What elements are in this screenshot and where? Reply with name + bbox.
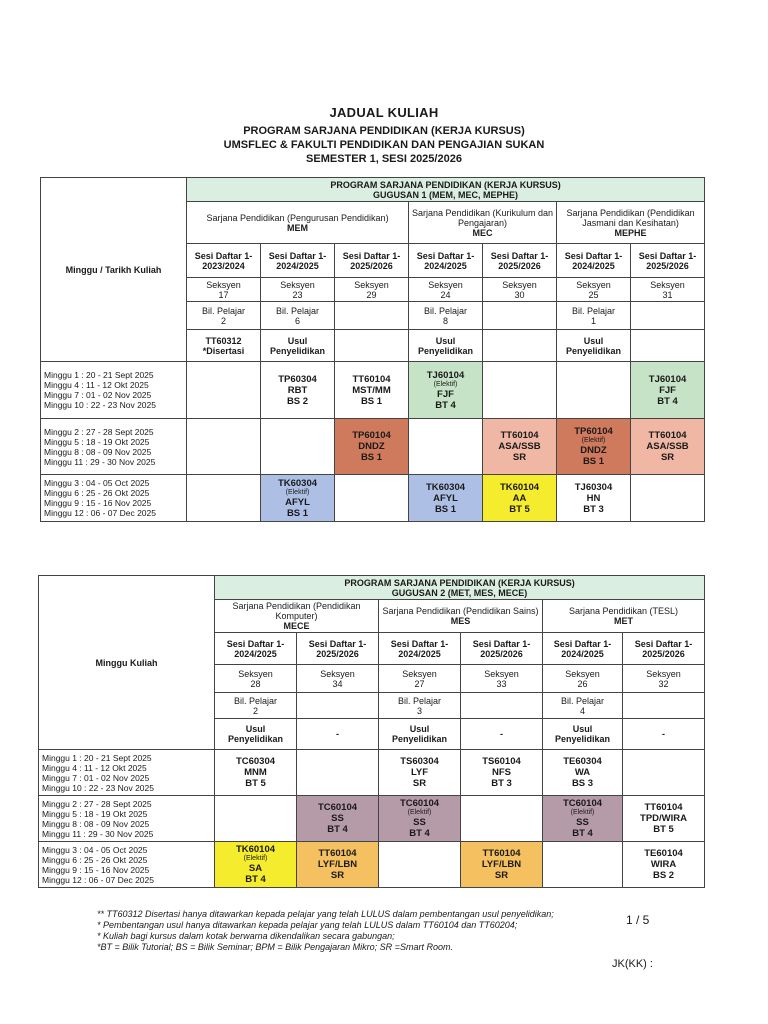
course-cell: TC60104 (Elektif) SS BT 4 xyxy=(379,796,461,842)
timetable-gugusan-1 xyxy=(40,177,705,522)
bil-cell: Bil. Pelajar 8 xyxy=(409,302,483,330)
sesi-cell: Sesi Daftar 1- 2024/2025 xyxy=(261,244,335,278)
course-row-cell: Usul Penyelidikan xyxy=(543,719,623,750)
sesi-cell: Sesi Daftar 1- 2024/2025 xyxy=(379,633,461,665)
course-cell: TT60104 ASA/SSB SR xyxy=(631,419,705,475)
week-dates: Minggu 3 : 04 - 05 Oct 2025 Minggu 6 : 25 - 26 Okt 2025 Minggu 9 : 15 - 16 Nov 2025 Minggu 12 : 06 - 07 Dec 2025 xyxy=(39,842,215,888)
sesi-cell: Sesi Daftar 1- 2025/2026 xyxy=(631,244,705,278)
schedule-cell xyxy=(461,796,543,842)
program-mece: Sarjana Pendidikan (Pendidikan Komputer) MECE xyxy=(215,600,379,633)
bil-cell xyxy=(623,693,705,719)
week-dates: Minggu 3 : 04 - 05 Oct 2025 Minggu 6 : 25 - 26 Okt 2025 Minggu 9 : 15 - 16 Nov 2025 Minggu 12 : 06 - 07 Dec 2025 xyxy=(41,475,187,522)
seksyen-cell: Seksyen 28 xyxy=(215,665,297,693)
seksyen-cell: Seksyen 32 xyxy=(623,665,705,693)
seksyen-cell: Seksyen 26 xyxy=(543,665,623,693)
course-cell: TE60104 WIRA BS 2 xyxy=(623,842,705,888)
course-cell: TK60104 AA BT 5 xyxy=(483,475,557,522)
program-header: PROGRAM SARJANA PENDIDIKAN (KERJA KURSUS) GUGUSAN 1 (MEM, MEC, MEPHE) xyxy=(187,178,705,202)
course-cell: TE60304 WA BS 3 xyxy=(543,750,623,796)
bil-cell: Bil. Pelajar 6 xyxy=(261,302,335,330)
schedule-cell xyxy=(187,362,261,419)
program-mephe: Sarjana Pendidikan (Pendidikan Jasmani dan Kesihatan) MEPHE xyxy=(557,202,705,244)
seksyen-cell: Seksyen 33 xyxy=(461,665,543,693)
week-dates: Minggu 2 : 27 - 28 Sept 2025 Minggu 5 : 18 - 19 Okt 2025 Minggu 8 : 08 - 09 Nov 2025 Minggu 11 : 29 - 30 Nov 2025 xyxy=(39,796,215,842)
course-row-cell xyxy=(631,330,705,362)
week-dates: Minggu 2 : 27 - 28 Sept 2025 Minggu 5 : 18 - 19 Okt 2025 Minggu 8 : 08 - 09 Nov 2025 Minggu 11 : 29 - 30 Nov 2025 xyxy=(41,419,187,475)
course-row-cell: Usul Penyelidikan xyxy=(557,330,631,362)
course-cell: TK60304 AFYL BS 1 xyxy=(409,475,483,522)
sesi-cell: Sesi Daftar 1- 2024/2025 xyxy=(557,244,631,278)
bil-cell xyxy=(461,693,543,719)
schedule-cell xyxy=(623,750,705,796)
program-mes: Sarjana Pendidikan (Pendidikan Sains) MES xyxy=(379,600,543,633)
course-cell: TT60104 LYF/LBN SR xyxy=(297,842,379,888)
sesi-cell: Sesi Daftar 1-2025/2026 xyxy=(623,633,705,665)
course-cell: TJ60104 FJF BT 4 xyxy=(631,362,705,419)
program-header: PROGRAM SARJANA PENDIDIKAN (KERJA KURSUS) GUGUSAN 2 (MET, MES, MECE) xyxy=(215,576,705,600)
seksyen-cell: Seksyen 30 xyxy=(483,278,557,302)
schedule-cell xyxy=(215,796,297,842)
footnote: * Pembentangan usul hanya ditawarkan kepada pelajar yang telah LULUS dalam TT60104 dan TT60204; xyxy=(97,920,518,930)
seksyen-cell: Seksyen 34 xyxy=(297,665,379,693)
footnote: * Kuliah bagi kursus dalam kotak berwarna dikendalikan secara gabungan; xyxy=(97,931,395,941)
footer-mark: JK(KK) : xyxy=(612,958,653,970)
seksyen-cell: Seksyen 17 xyxy=(187,278,261,302)
course-row-cell: - xyxy=(297,719,379,750)
course-row-cell: Usul Penyelidikan xyxy=(261,330,335,362)
course-cell: TT60104 TPD/WIRA BT 5 xyxy=(623,796,705,842)
bil-cell xyxy=(297,693,379,719)
schedule-cell xyxy=(187,419,261,475)
course-cell: TT60104 ASA/SSB SR xyxy=(483,419,557,475)
bil-cell xyxy=(335,302,409,330)
sesi-cell: Sesi Daftar 1-2025/2026 xyxy=(461,633,543,665)
week-dates: Minggu 1 : 20 - 21 Sept 2025 Minggu 4 : 11 - 12 Okt 2025 Minggu 7 : 01 - 02 Nov 2025 Minggu 10 : 22 - 23 Nov 2025 xyxy=(39,750,215,796)
course-cell: TK60104 (Elektif) SA BT 4 xyxy=(215,842,297,888)
footnote: ** TT60312 Disertasi hanya ditawarkan kepada pelajar yang telah LULUS dalam pembentangan usul penyelidikan; xyxy=(97,909,554,919)
sesi-cell: Sesi Daftar 1-2025/2026 xyxy=(297,633,379,665)
seksyen-cell: Seksyen 27 xyxy=(379,665,461,693)
bil-cell: Bil. Pelajar 1 xyxy=(557,302,631,330)
seksyen-cell: Seksyen 25 xyxy=(557,278,631,302)
seksyen-cell: Seksyen 29 xyxy=(335,278,409,302)
schedule-cell xyxy=(409,419,483,475)
seksyen-cell: Seksyen 23 xyxy=(261,278,335,302)
course-cell: TS60104 NFS BT 3 xyxy=(461,750,543,796)
header-line-1: PROGRAM SARJANA PENDIDIKAN (KERJA KURSUS) xyxy=(243,125,525,137)
course-cell: TT60104 LYF/LBN SR xyxy=(461,842,543,888)
seksyen-cell: Seksyen 24 xyxy=(409,278,483,302)
schedule-cell xyxy=(297,750,379,796)
schedule-cell xyxy=(187,475,261,522)
course-row-cell: Usul Penyelidikan xyxy=(215,719,297,750)
header-line-2: UMSFLEC & FAKULTI PENDIDIKAN DAN PENGAJIAN SUKAN xyxy=(223,139,545,151)
schedule-cell xyxy=(483,362,557,419)
program-met: Sarjana Pendidikan (TESL) MET xyxy=(543,600,705,633)
week-dates: Minggu 1 : 20 - 21 Sept 2025 Minggu 4 : 11 - 12 Okt 2025 Minggu 7 : 01 - 02 Nov 2025 Minggu 10 : 22 - 23 Nov 2025 xyxy=(41,362,187,419)
document-title: JADUAL KULIAH xyxy=(329,105,439,120)
sesi-cell: Sesi Daftar 1-2024/2025 xyxy=(215,633,297,665)
course-cell: TS60304 LYF SR xyxy=(379,750,461,796)
bil-cell: Bil. Pelajar 2 xyxy=(187,302,261,330)
course-row-cell: - xyxy=(623,719,705,750)
course-row-cell xyxy=(483,330,557,362)
course-cell: TJ60104 (Elektif) FJF BT 4 xyxy=(409,362,483,419)
course-row-cell: Usul Penyelidikan xyxy=(379,719,461,750)
course-cell: TJ60304 HN BT 3 xyxy=(557,475,631,522)
seksyen-cell: Seksyen 31 xyxy=(631,278,705,302)
sesi-cell: Sesi Daftar 1- 2025/2026 xyxy=(335,244,409,278)
corner-header: Minggu / Tarikh Kuliah xyxy=(41,178,187,362)
course-cell: TC60104 (Elektif) SS BT 4 xyxy=(543,796,623,842)
document-header xyxy=(0,106,768,166)
course-row-cell xyxy=(335,330,409,362)
page-number: 1 / 5 xyxy=(626,913,650,927)
bil-cell xyxy=(631,302,705,330)
footnote: *BT = Bilik Tutorial; BS = Bilik Seminar; BPM = Bilik Pengajaran Mikro; SR =Smart Room. xyxy=(97,942,453,952)
course-row-cell: - xyxy=(461,719,543,750)
sesi-cell: Sesi Daftar 1- 2024/2025 xyxy=(543,633,623,665)
course-row-cell: TT60312 *Disertasi xyxy=(187,330,261,362)
schedule-cell xyxy=(379,842,461,888)
bil-cell: Bil. Pelajar 3 xyxy=(379,693,461,719)
course-cell: TC60304 MNM BT 5 xyxy=(215,750,297,796)
sesi-cell: Sesi Daftar 1- 2024/2025 xyxy=(409,244,483,278)
course-cell: TT60104 MST/MM BS 1 xyxy=(335,362,409,419)
schedule-cell xyxy=(543,842,623,888)
course-cell: TK60304 (Elektif) AFYL BS 1 xyxy=(261,475,335,522)
schedule-cell xyxy=(261,419,335,475)
sesi-cell: Sesi Daftar 1-2023/2024 xyxy=(187,244,261,278)
bil-cell: Bil. Pelajar 2 xyxy=(215,693,297,719)
course-cell: TP60104 (Elektif) DNDZ BS 1 xyxy=(557,419,631,475)
program-mem: Sarjana Pendidikan (Pengurusan Pendidikan) MEM xyxy=(187,202,409,244)
header-line-3: SEMESTER 1, SESI 2025/2026 xyxy=(306,153,462,165)
program-mec: Sarjana Pendidikan (Kurikulum dan Pengajaran) MEC xyxy=(409,202,557,244)
bil-cell xyxy=(483,302,557,330)
sesi-cell: Sesi Daftar 1- 2025/2026 xyxy=(483,244,557,278)
schedule-cell xyxy=(335,475,409,522)
course-cell: TP60104 DNDZ BS 1 xyxy=(335,419,409,475)
schedule-cell xyxy=(557,362,631,419)
bil-cell: Bil. Pelajar 4 xyxy=(543,693,623,719)
course-cell: TP60304 RBT BS 2 xyxy=(261,362,335,419)
course-row-cell: Usul Penyelidikan xyxy=(409,330,483,362)
schedule-cell xyxy=(631,475,705,522)
course-cell: TC60104 SS BT 4 xyxy=(297,796,379,842)
footnotes xyxy=(97,909,554,953)
timetable-gugusan-2 xyxy=(38,575,705,888)
corner-header: Minggu Kuliah xyxy=(39,576,215,750)
